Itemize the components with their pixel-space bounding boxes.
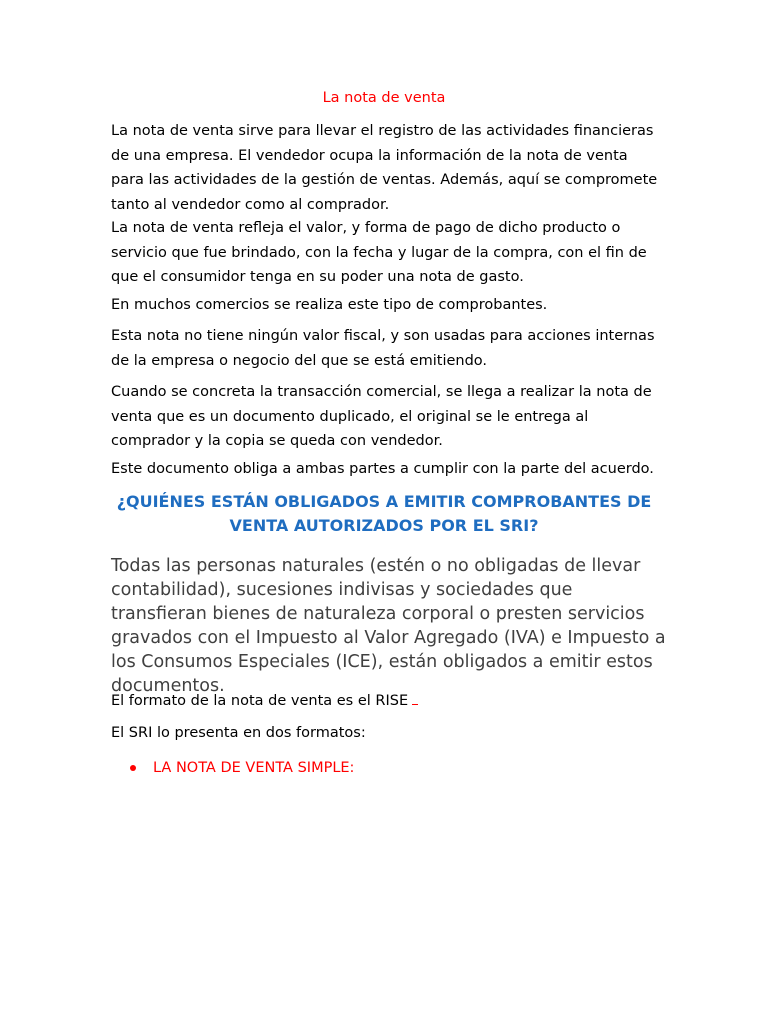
paragraph-value: La nota de venta refleja el valor, y forma de pago de dicho producto o servicio que fue brindado, con la fecha y lugar de la compra, con el fin de que el consumidor tenga en su poder una nota de gasto.: [111, 220, 647, 285]
paragraph-agreement: Este documento obliga a ambas partes a cumplir con la parte del acuerdo.: [111, 461, 654, 477]
paragraph-fiscal: Esta nota no tiene ningún valor fiscal, y son usadas para acciones internas de la empresa o negocio del que se está emitiendo.: [111, 328, 655, 369]
section-heading: ¿QUIÉNES ESTÁN OBLIGADOS A EMITIR COMPROBANTES DE VENTA AUTORIZADOS POR EL SRI?: [116, 492, 652, 535]
format-list: [130, 756, 354, 780]
paragraph-transaction: Cuando se concreta la transacción comercial, se llega a realizar la nota de venta que es un documento duplicado, el original se le entrega al comprador y la copia se queda con vendedor.: [111, 384, 652, 449]
list-item-label: LA NOTA DE VENTA SIMPLE:: [153, 760, 355, 776]
underline-mark: [412, 703, 418, 705]
large-paragraph: Todas las personas naturales (estén o no obligadas de llevar contabilidad), sucesiones indivisas y sociedades que transfieran bienes de naturaleza corporal o presten servicios gravados con el Impuesto al Valor Agregado (IVA) e Impuesto a los Consumos Especiales (ICE), están obligados a emitir estos documentos.: [111, 556, 666, 696]
format-line-text: El formato de la nota de venta es el RISE: [111, 693, 409, 709]
list-item: [130, 756, 354, 780]
sri-line: El SRI lo presenta en dos formatos:: [111, 725, 366, 741]
paragraph-commerce: En muchos comercios se realiza este tipo de comprobantes.: [111, 297, 548, 313]
bullet-icon: [130, 765, 136, 771]
paragraph-purpose: La nota de venta sirve para llevar el registro de las actividades financieras de una empresa. El vendedor ocupa la información de la nota de venta para las actividades de la gestión de ventas. Además, aquí se compromete tanto al vendedor como al comprador.: [111, 123, 658, 213]
format-line: [111, 689, 663, 714]
document-title: La nota de venta: [322, 90, 446, 106]
